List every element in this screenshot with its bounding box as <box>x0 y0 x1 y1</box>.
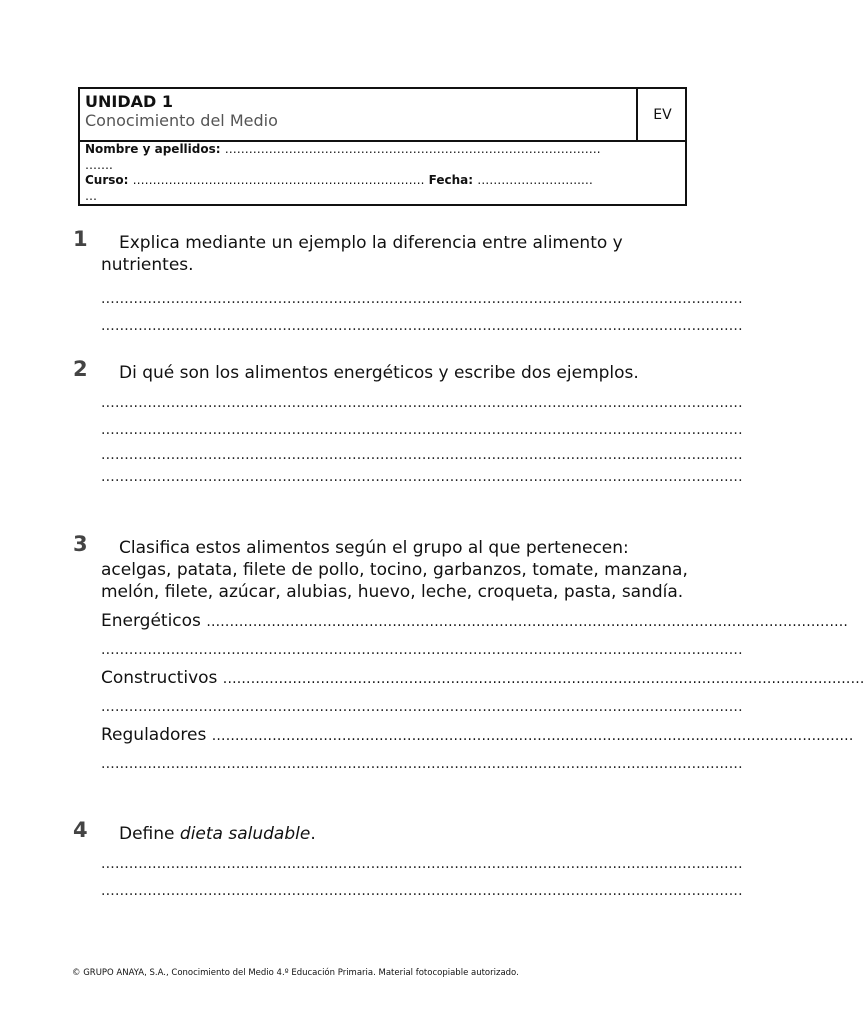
question-text <box>101 537 698 603</box>
student-fields <box>85 142 680 204</box>
answer-line[interactable]: .......................................................................................................................................... <box>101 422 743 438</box>
subject-label: Conocimiento del Medio <box>85 111 278 130</box>
name-dots: …………………………………………………………………………………. <box>224 142 601 156</box>
question-3 <box>73 532 865 778</box>
course-label: Curso: <box>85 173 129 187</box>
answer-line[interactable]: .......................................................................................................................................... <box>101 642 743 658</box>
question-text <box>101 362 698 384</box>
category-label: Constructivos <box>101 668 218 688</box>
answer-dots: .......................................................................................................................................... <box>211 728 854 744</box>
answer-dots: .......................................................................................................................................... <box>222 671 865 687</box>
question-number: 2 <box>73 357 88 381</box>
answer-line[interactable]: .......................................................................................................................................... <box>101 856 743 872</box>
header-box <box>78 87 687 206</box>
category-label: Energéticos <box>101 611 201 631</box>
answer-line[interactable]: .......................................................................................................................................... <box>101 883 743 899</box>
question-1-text: Explica mediante un ejemplo la diferencia entre alimento y nutrientes. <box>101 233 623 275</box>
question-number: 4 <box>73 818 88 842</box>
course-date-field[interactable] <box>85 173 680 189</box>
question-4 <box>73 818 743 905</box>
question-4-italic: dieta saludable <box>179 824 311 844</box>
category-energeticos[interactable] <box>101 607 849 637</box>
category-label: Reguladores <box>101 725 207 745</box>
answer-line[interactable]: .......................................................................................................................................... <box>101 699 743 715</box>
unit-label: UNIDAD 1 <box>85 92 173 111</box>
date-dots-cont: … <box>85 188 97 203</box>
question-number: 3 <box>73 532 88 556</box>
evaluation-code: EV <box>636 89 687 140</box>
question-1 <box>73 227 743 340</box>
category-reguladores[interactable] <box>101 721 854 751</box>
answer-line[interactable]: .......................................................................................................................................... <box>101 469 743 485</box>
question-number: 1 <box>73 227 88 251</box>
answer-dots: .......................................................................................................................................... <box>206 614 849 630</box>
question-text <box>101 232 698 276</box>
copyright-footer: © GRUPO ANAYA, S.A., Conocimiento del Medio 4.º Educación Primaria. Material fotocopiable autorizado. <box>72 968 519 978</box>
question-4-period: . <box>310 824 316 844</box>
question-2-text: Di qué son los alimentos energéticos y escribe dos ejemplos. <box>119 363 639 383</box>
name-field[interactable] <box>85 142 680 158</box>
question-text <box>101 823 698 845</box>
name-label: Nombre y apellidos: <box>85 142 221 156</box>
question-4-text: Define <box>119 824 180 844</box>
course-dots: ………………………………………………………………. <box>132 173 425 187</box>
answer-line[interactable]: .......................................................................................................................................... <box>101 291 743 307</box>
answer-line[interactable]: .......................................................................................................................................... <box>101 756 743 772</box>
header-top <box>80 89 685 142</box>
date-dots: ……………………..… <box>477 173 593 187</box>
answer-line[interactable]: .......................................................................................................................................... <box>101 447 743 463</box>
category-constructivos[interactable] <box>101 664 865 694</box>
question-2 <box>73 357 743 488</box>
question-3-text: Clasifica estos alimentos según el grupo al que pertenecen: acelgas, patata, filete de pollo, tocino, garbanzos, tomate, manzana, melón, filete, azúcar, alubias, huevo, leche, croqueta, pasta, sandía. <box>101 538 688 602</box>
answer-line[interactable]: .......................................................................................................................................... <box>101 395 743 411</box>
answer-line[interactable]: .......................................................................................................................................... <box>101 318 743 334</box>
name-dots-cont: ……. <box>85 157 113 172</box>
date-label: Fecha: <box>428 173 474 187</box>
header-title <box>85 94 278 129</box>
